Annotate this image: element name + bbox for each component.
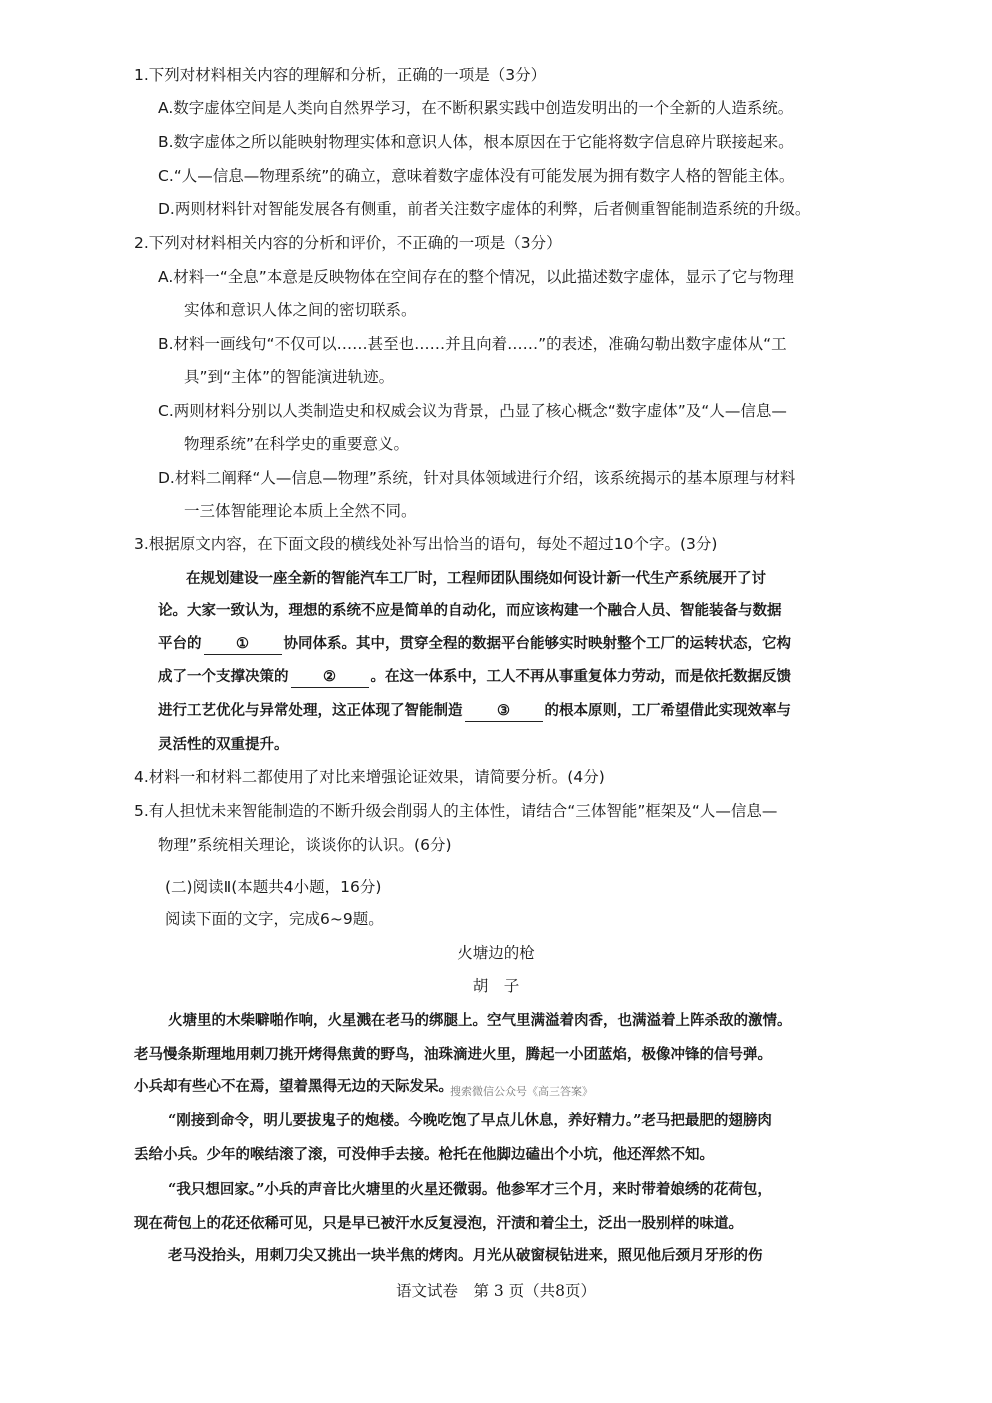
q1-option-c: C.“人—信息—物理系统”的确立，意味着数字虚体没有可能发展为拥有数字人格的智能主体。: [158, 167, 795, 185]
story-line-4: “刚接到命令，明儿要拔鬼子的炮楼。今晚吃饱了早点儿休息，养好精力。”老马把最肥的翅膀肉: [168, 1112, 772, 1129]
story-line-2: 老马慢条斯理地用刺刀挑开烤得焦黄的野鸟，油珠滴进火里，腾起一小团蓝焰，极像冲锋的信号弹。: [134, 1046, 772, 1063]
q2-option-c-line2: 物理系统”在科学史的重要意义。: [184, 435, 410, 453]
q3-passage-line6: 灵活性的双重提升。: [158, 736, 289, 753]
q2-option-b-line1: B.材料一画线句“不仅可以……甚至也……并且向着……”的表述，准确勾勒出数字虚体从“工: [158, 335, 787, 353]
page-footer: 语文试卷 第 3 页（共8页）: [395, 1282, 597, 1300]
q3-passage-line3-end: 协同体系。其中，贯穿全程的数据平台能够实时映射整个工厂的运转状态，它构: [283, 635, 791, 652]
q1-option-a: A.数字虚体空间是人类向自然界学习，在不断积累实践中创造发明出的一个全新的人造系统。: [158, 99, 794, 117]
story-line-6: “我只想回家。”小兵的声音比火塘里的火星还微弱。他参军才三个月，来时带着娘绣的花荷包，: [168, 1181, 772, 1198]
section-instruction: 阅读下面的文字，完成6~9题。: [165, 910, 384, 928]
q2-option-b-line2: 具”到“主体”的智能演进轨迹。: [184, 368, 395, 386]
q2-stem: 2.下列对材料相关内容的分析和评价，不正确的一项是（3分）: [134, 234, 562, 252]
story-line-5: 丢给小兵。少年的喉结滚了滚，可没伸手去接。枪托在他脚边磕出个小坑，他还浑然不知。: [134, 1146, 714, 1163]
q3-passage-line2: 论。大家一致认为，理想的系统不应是简单的自动化，而应该构建一个融合人员、智能装备与数据: [158, 602, 782, 619]
watermark: 搜索微信公众号《高三答案》: [450, 1085, 593, 1098]
q2-option-c-line1: C.两则材料分别以人类制造史和权威会议为背景，凸显了核心概念“数字虚体”及“人—信息—: [158, 402, 787, 420]
q3-passage-line5: [158, 701, 791, 722]
q2-option-d-line2: 一三体智能理论本质上全然不同。: [184, 502, 417, 520]
story-title: 火塘边的枪: [457, 944, 535, 962]
q2-option-a-line1: A.材料一“全息”本意是反映物体在空间存在的整个情况，以此描述数字虚体，显示了它与物理: [158, 268, 794, 286]
q3-passage-line4: [158, 667, 791, 688]
q3-passage-line1: 在规划建设一座全新的智能汽车工厂时，工程师团队围绕如何设计新一代生产系统展开了讨: [186, 570, 766, 587]
story-author: 胡 子: [472, 977, 520, 995]
story-line-3: 小兵却有些心不在焉，望着黑得无边的天际发呆。: [134, 1078, 453, 1095]
story-line-8: 老马没抬头，用刺刀尖又挑出一块半焦的烤肉。月光从破窗棂钻进来，照见他后颈月牙形的伤: [168, 1247, 763, 1264]
q1-option-d: D.两则材料针对智能发展各有侧重，前者关注数字虚体的利弊，后者侧重智能制造系统的升级。: [158, 200, 811, 218]
q2-option-d-line1: D.材料二阐释“人—信息—物理”系统，针对具体领域进行介绍，该系统揭示的基本原理与材料: [158, 469, 796, 487]
q5-stem-line1: 5.有人担忧未来智能制造的不断升级会削弱人的主体性，请结合“三体智能”框架及“人—信息—: [134, 802, 778, 820]
story-line-7: 现在荷包上的花还依稀可见，只是早已被汗水反复浸泡，汗渍和着尘土，泛出一股别样的味道。: [134, 1215, 743, 1232]
story-line-1: 火塘里的木柴噼啪作响，火星溅在老马的绑腿上。空气里满溢着肉香，也满溢着上阵杀敌的激情。: [168, 1012, 792, 1029]
q3-blank-3[interactable]: ③: [465, 701, 543, 722]
q3-passage-line3-start: 平台的: [158, 635, 202, 652]
q3-blank-2[interactable]: ②: [291, 667, 369, 688]
q4-stem: 4.材料一和材料二都使用了对比来增强论证效果，请简要分析。(4分): [134, 768, 605, 786]
q1-option-b: B.数字虚体之所以能映射物理实体和意识人体，根本原因在于它能将数字信息碎片联接起来。: [158, 133, 794, 151]
q3-stem: 3.根据原文内容，在下面文段的横线处补写出恰当的语句，每处不超过10个字。(3分): [134, 535, 718, 553]
q2-option-a-line2: 实体和意识人体之间的密切联系。: [184, 301, 417, 319]
q3-passage-line5-end: 的根本原则，工厂希望借此实现效率与: [544, 702, 791, 719]
q3-passage-line3: [158, 634, 791, 655]
q3-passage-line5-start: 进行工艺优化与异常处理，这正体现了智能制造: [158, 702, 463, 719]
q3-passage-line4-start: 成了一个支撑决策的: [158, 668, 289, 685]
q3-passage-line4-end: 。在这一体系中，工人不再从事重复体力劳动，而是依托数据反馈: [370, 668, 791, 685]
q5-stem-line2: 物理”系统相关理论，谈谈你的认识。(6分): [158, 836, 452, 854]
q1-stem: 1.下列对材料相关内容的理解和分析，正确的一项是（3分）: [134, 66, 547, 84]
section-heading: (二)阅读Ⅱ(本题共4小题，16分): [165, 878, 382, 896]
q3-blank-1[interactable]: ①: [204, 634, 282, 655]
